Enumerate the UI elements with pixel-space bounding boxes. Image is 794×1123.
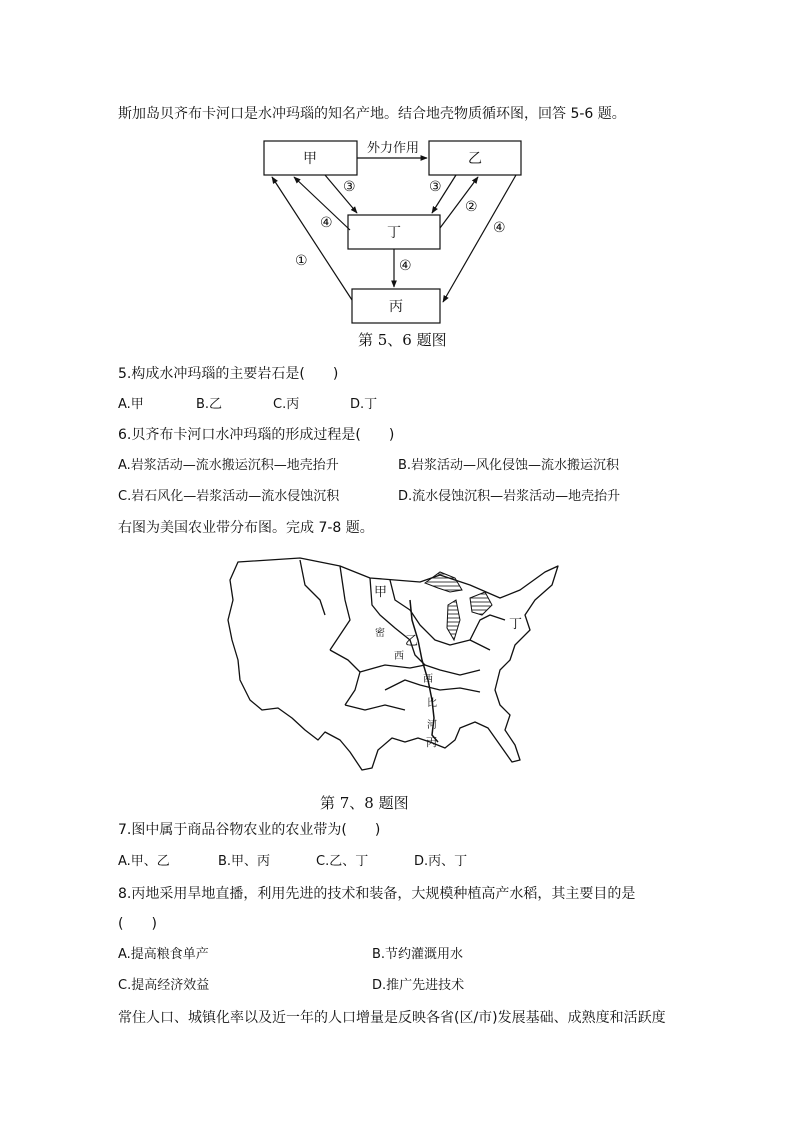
q8-option-a: A.提高粮食单产 — [118, 947, 209, 962]
q6-option-b: B.岩浆活动—风化侵蚀—流水搬运沉积 — [398, 458, 620, 473]
map-label-bing: 丙 — [426, 736, 437, 749]
marker-2: ② — [465, 199, 478, 215]
caption-q56: 第 5、6 题图 — [358, 331, 447, 349]
marker-1: ① — [295, 253, 308, 269]
river-char-5: 河 — [427, 720, 437, 731]
marker-4-mid: ④ — [399, 258, 412, 274]
marker-3-right: ③ — [429, 179, 442, 195]
q5-option-b: B.乙 — [196, 397, 223, 412]
q7-option-d: D.丙、丁 — [414, 854, 468, 869]
q5-option-a: A.甲 — [118, 397, 144, 412]
q7-option-c: C.乙、丁 — [316, 854, 369, 869]
q8-stem: 8.丙地采用旱地直播，利用先进的技术和装备，大规模种植高产水稻，其主要目的是 — [118, 886, 636, 902]
q8-stem-cont: ( ) — [118, 916, 157, 932]
marker-4-left: ④ — [320, 215, 333, 231]
marker-4-right: ④ — [493, 220, 506, 236]
label-external-force: 外力作用 — [366, 141, 420, 156]
q6-option-c: C.岩石风化—岩浆活动—流水侵蚀沉积 — [118, 489, 340, 504]
label-jia: 甲 — [303, 151, 317, 167]
river-char-3: 西 — [423, 674, 433, 685]
q5-stem: 5.构成水冲玛瑙的主要岩石是( ) — [118, 366, 339, 382]
q7-option-b: B.甲、丙 — [218, 854, 271, 869]
river-char-2: 西 — [394, 651, 404, 662]
marker-3-left: ③ — [343, 179, 356, 195]
q8-option-c: C.提高经济效益 — [118, 978, 210, 993]
q8-option-d: D.推广先进技术 — [372, 978, 465, 993]
river-char-1: 密 — [375, 628, 385, 639]
caption-q78: 第 7、8 题图 — [320, 794, 409, 812]
q7-option-a: A.甲、乙 — [118, 854, 170, 869]
q5-option-d: D.丁 — [350, 397, 378, 412]
intro-q78: 右图为美国农业带分布图。完成 7-8 题。 — [118, 520, 374, 536]
q6-stem: 6.贝齐布卡河口水冲玛瑙的形成过程是( ) — [118, 427, 395, 443]
map-label-ding: 丁 — [509, 617, 523, 632]
q7-stem: 7.图中属于商品谷物农业的农业带为( ) — [118, 822, 381, 838]
q6-option-a: A.岩浆活动—流水搬运沉积—地壳抬升 — [118, 458, 339, 473]
q8-option-b: B.节约灌溉用水 — [372, 947, 464, 962]
map-label-jia: 甲 — [374, 585, 388, 600]
intro-q56: 斯加岛贝齐布卡河口是水冲玛瑙的知名产地。结合地壳物质循环图，回答 5-6 题。 — [118, 106, 626, 122]
q6-option-d: D.流水侵蚀沉积—岩浆活动—地壳抬升 — [398, 489, 621, 504]
q5-option-c: C.丙 — [273, 397, 300, 412]
label-yi: 乙 — [468, 151, 482, 167]
label-bing: 丙 — [389, 299, 403, 315]
trailing-text: 常住人口、城镇化率以及近一年的人口增量是反映各省(区/市)发展基础、成熟度和活跃度 — [118, 1010, 666, 1026]
river-char-4: 比 — [427, 698, 437, 709]
label-ding: 丁 — [387, 225, 401, 241]
map-label-yi: 乙 — [405, 634, 419, 649]
